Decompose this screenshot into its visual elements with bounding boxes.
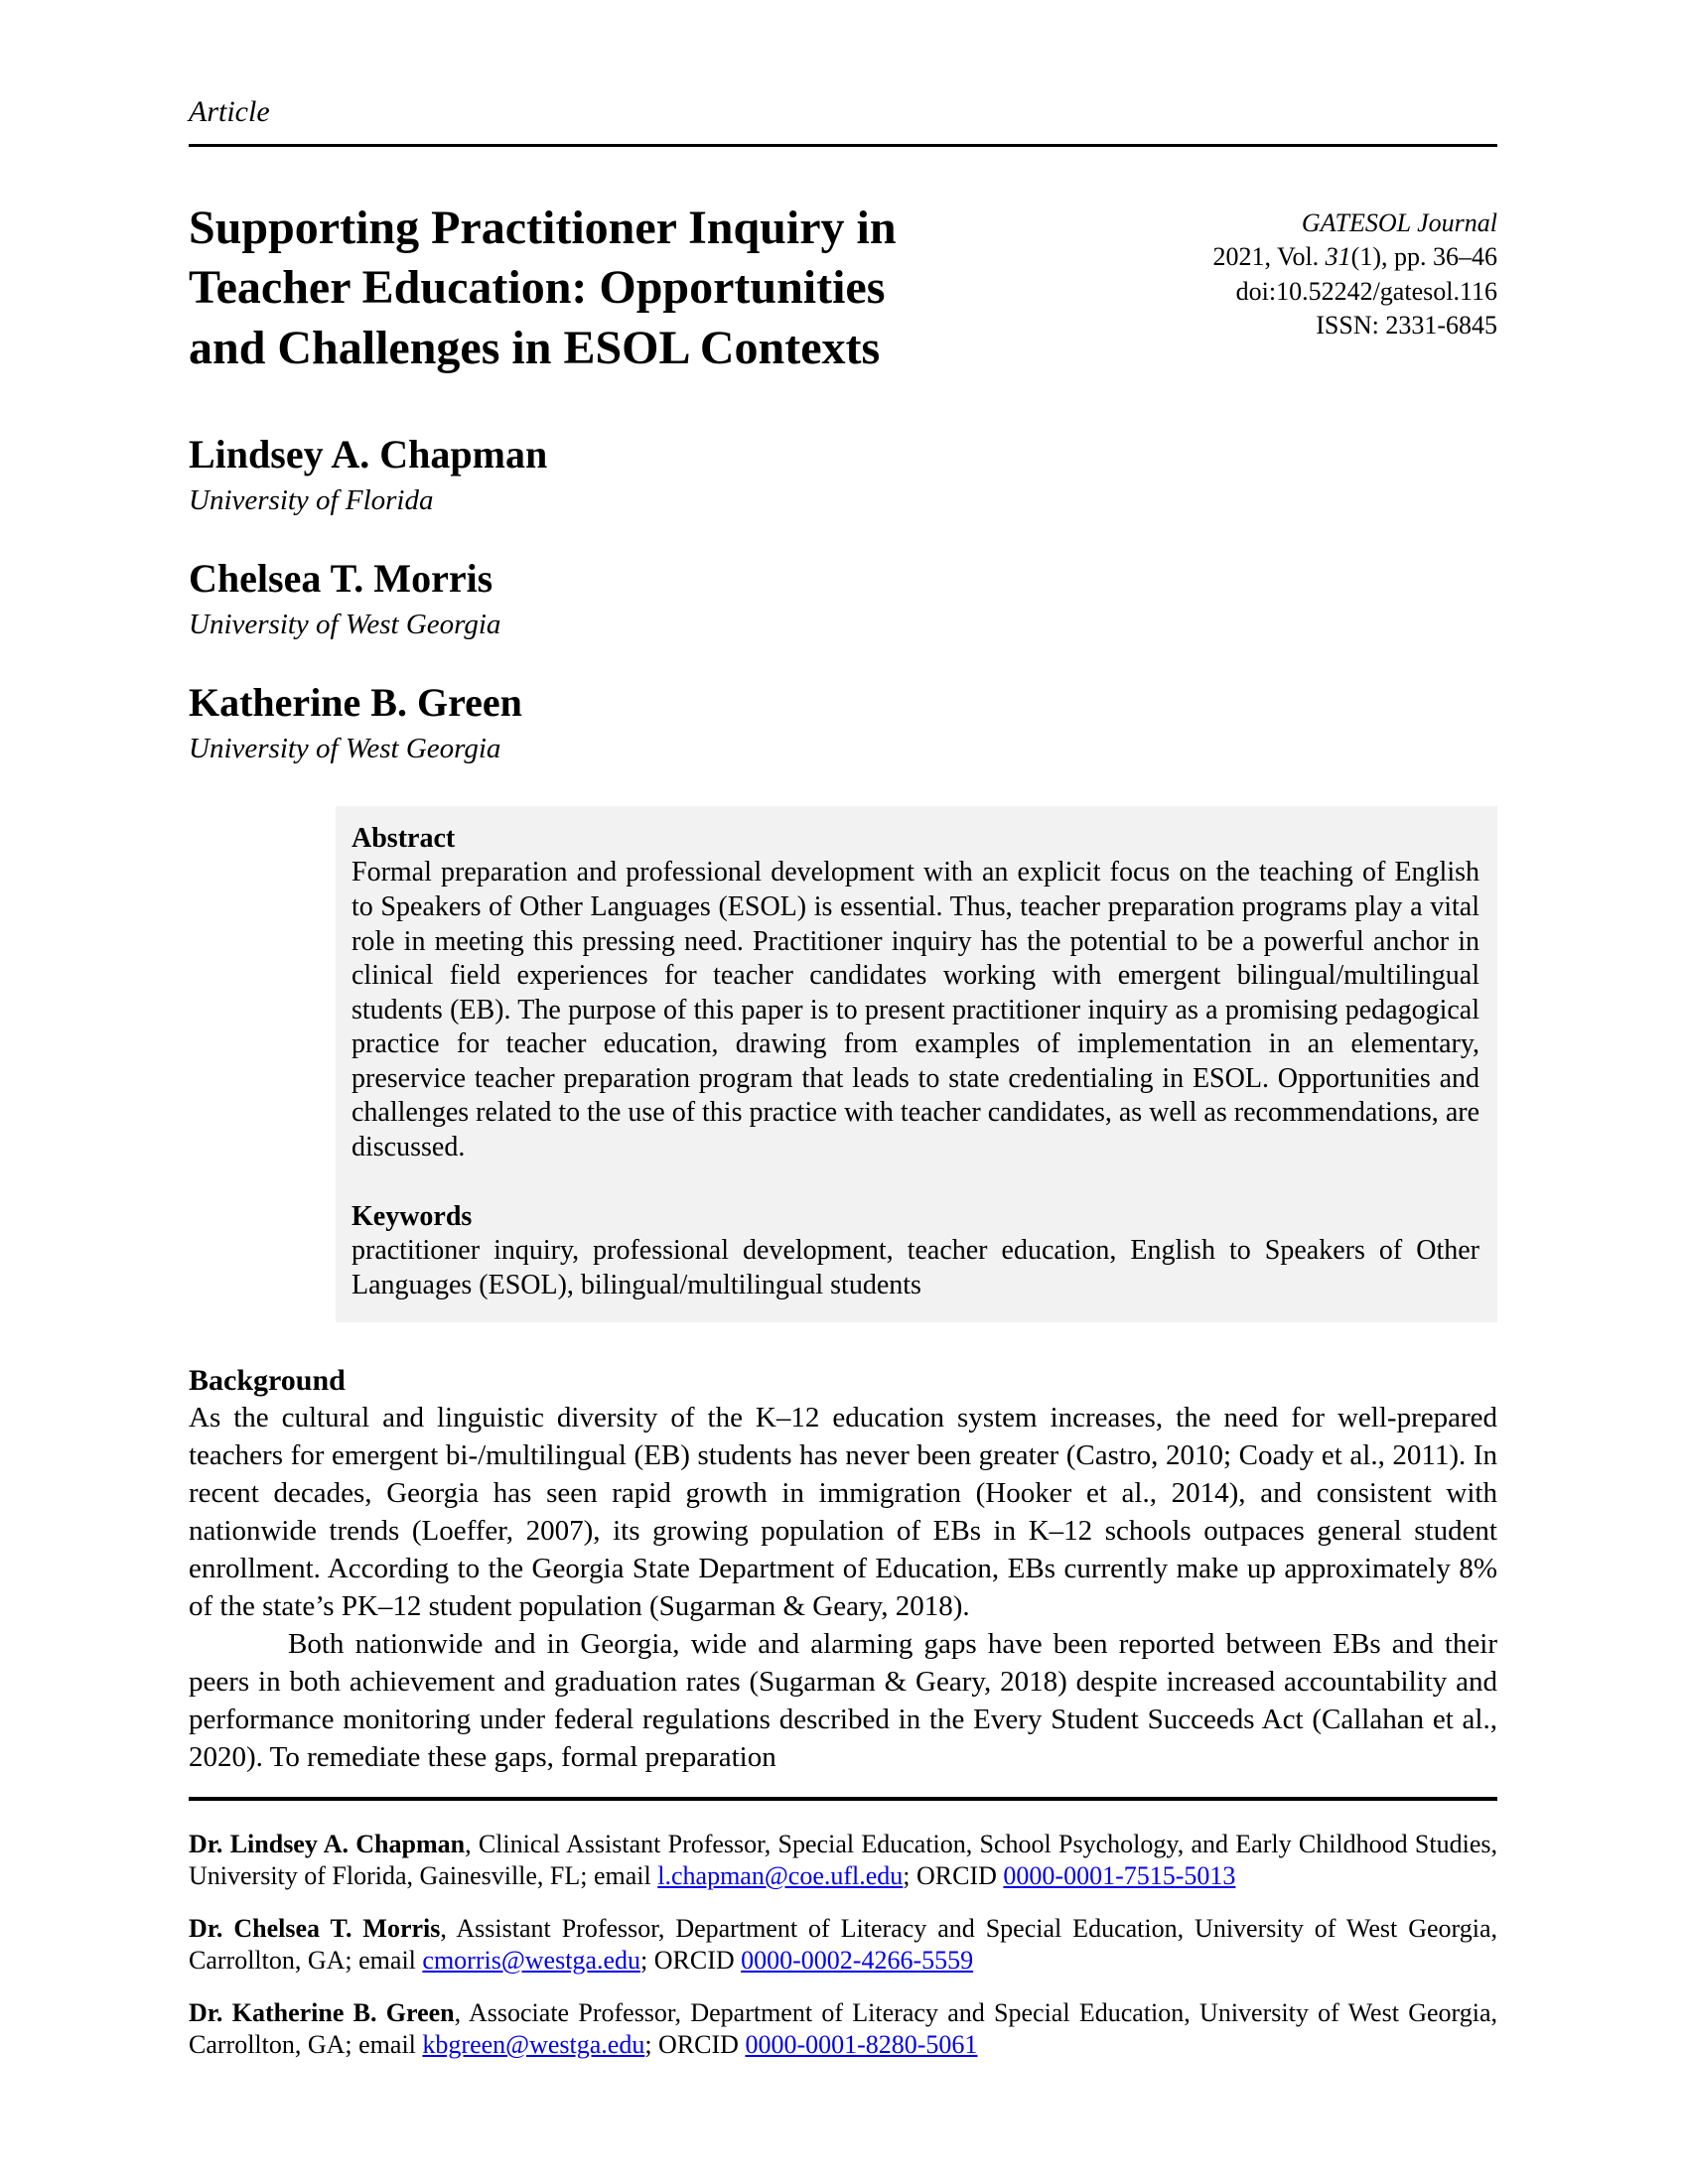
author-block-3	[189, 680, 1497, 766]
author-name-3: Katherine B. Green	[189, 680, 522, 725]
journal-volume-line	[1212, 240, 1497, 274]
footnote-3	[189, 1997, 1497, 2062]
body-paragraph-1: As the cultural and linguistic diversity of the K–12 education system increases, the need for well-prepared teachers for emergent bi-/multilingual (EB) students has never been greater (Castro, 2010; Coady et al., 2011). In recent decades, Georgia has seen rapid growth in immigration (Hooker et al., 2014), and consistent with nationwide trends (Loeffer, 2007), its growing population of EBs in K–12 schools outpaces general student enrollment. According to the Georgia State Department of Education, EBs currently make up approximately 8% of the state’s PK–12 student population (Sugarman & Geary, 2018).	[189, 1401, 1497, 1622]
footnote-3-email-link[interactable]: kbgreen@westga.edu	[422, 2030, 645, 2060]
journal-volume-prefix: 2021, Vol.	[1212, 242, 1326, 272]
body-paragraph-2: Both nationwide and in Georgia, wide and alarming gaps have been reported between EBs and their peers in both achievement and graduation rates (Sugarman & Geary, 2018) despite increased accountability and performance monitoring under federal regulations described in the Every Student Succeeds Act (Callahan et al., 2020). To remediate these gaps, formal preparation	[189, 1627, 1497, 1773]
abstract-text: Formal preparation and professional development with an explicit focus on the teaching of English to Speakers of Other Languages (ESOL) is essential. Thus, teacher preparation programs play a vital role in meeting this pressing need. Practitioner inquiry has the potential to be a powerful anchor in clinical field experiences for teacher candidates working with emergent bilingual/multilingual students (EB). The purpose of this paper is to present practitioner inquiry as a promising pedagogical practice for teacher education, drawing from examples of implementation in an elementary, preservice teacher preparation program that leads to state credentialing in ESOL. Opportunities and challenges related to the use of this practice with teacher candidates, as well as recommendations, are discussed.	[352, 857, 1479, 1162]
keywords-heading: Keywords	[352, 1200, 473, 1232]
footnote-1-author: Dr. Lindsey A. Chapman	[189, 1829, 466, 1858]
journal-name: GATESOL Journal	[1301, 208, 1497, 237]
footnote-3-orcid-link[interactable]: 0000-0001-8280-5061	[745, 2030, 978, 2060]
author-block-1	[189, 432, 1497, 518]
author-name-1: Lindsey A. Chapman	[189, 432, 548, 478]
footnotes-section	[189, 1829, 1497, 2062]
footnote-1	[189, 1829, 1497, 1893]
journal-volume-suffix: (1), pp. 36–46	[1350, 242, 1497, 272]
footnote-2-orcid-link[interactable]: 0000-0002-4266-5559	[741, 1946, 974, 1976]
paper-title-line-1: Supporting Practitioner Inquiry in	[189, 202, 897, 254]
journal-info-block	[1212, 199, 1497, 342]
footnote-3-text: , Associate Professor, Department of Literacy and Special Education, University of West Georgia, Carrollton, GA; email	[189, 1997, 1497, 2060]
footnote-1-orcid-label: ; ORCID	[903, 1861, 1004, 1891]
abstract-box	[336, 806, 1497, 1323]
author-name-2: Chelsea T. Morris	[189, 556, 493, 602]
footnote-2	[189, 1913, 1497, 1978]
paper-title	[189, 199, 897, 378]
author-affiliation-2: University of West Georgia	[189, 609, 501, 641]
footnote-3-orcid-label: ; ORCID	[644, 2030, 746, 2060]
footnote-2-email-link[interactable]: cmorris@westga.edu	[422, 1946, 641, 1976]
section-heading-background: Background	[189, 1364, 346, 1398]
journal-volume-number: 31	[1325, 242, 1351, 272]
author-block-2	[189, 556, 1497, 642]
article-kicker: Article	[189, 95, 270, 128]
author-affiliation-1: University of Florida	[189, 484, 434, 517]
paper-title-line-2: Teacher Education: Opportunities	[189, 261, 886, 315]
footnote-2-author: Dr. Chelsea T. Morris	[189, 1913, 441, 1943]
footnote-1-orcid-link[interactable]: 0000-0001-7515-5013	[1003, 1861, 1236, 1891]
footnote-1-email-link[interactable]: l.chapman@coe.ufl.edu	[657, 1861, 904, 1891]
journal-issn: ISSN: 2331-6845	[1316, 310, 1497, 340]
author-affiliation-3: University of West Georgia	[189, 733, 501, 764]
title-row	[189, 199, 1497, 378]
footnote-1-text: , Clinical Assistant Professor, Special Education, School Psychology, and Early Childhood Studies, University of Florida, Gainesville, FL; email	[189, 1829, 1498, 1891]
paper-title-line-3: and Challenges in ESOL Contexts	[189, 321, 881, 374]
header-rule	[189, 144, 1497, 147]
footnote-2-orcid-label: ; ORCID	[640, 1946, 742, 1976]
authors-section	[189, 432, 1497, 765]
footnote-2-text: , Assistant Professor, Department of Literacy and Special Education, University of West Georgia, Carrollton, GA; email	[189, 1913, 1497, 1976]
abstract-heading: Abstract	[352, 822, 456, 854]
footnote-3-author: Dr. Katherine B. Green	[189, 1997, 455, 2027]
journal-doi: doi:10.52242/gatesol.116	[1235, 276, 1497, 306]
footnote-separator-rule	[189, 1797, 1497, 1801]
keywords-text: practitioner inquiry, professional development, teacher education, English to Speakers of Other Languages (ESOL), bilingual/multilingual students	[352, 1235, 1479, 1300]
